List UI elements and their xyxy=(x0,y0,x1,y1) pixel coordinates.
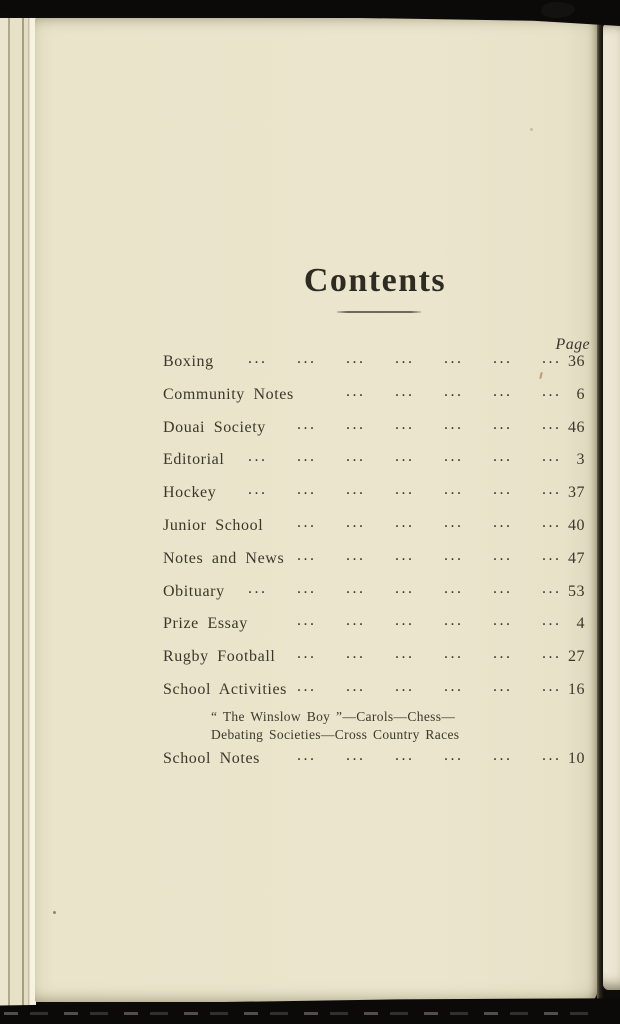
dot-leader: ... xyxy=(346,579,366,597)
toc-row xyxy=(35,645,597,668)
dot-leader: ... xyxy=(395,448,415,466)
dot-leader: ... xyxy=(444,546,464,564)
dot-leader: ... xyxy=(493,448,513,466)
toc-sub-note-line: “ The Winslow Boy ”—Carols—Chess— xyxy=(211,709,456,724)
scan-streak xyxy=(4,1012,604,1015)
dot-leader: ... xyxy=(395,645,415,663)
toc-entry-label: Obituary xyxy=(163,582,225,600)
dot-leader: ... xyxy=(395,579,415,597)
dot-leader: ... xyxy=(395,514,415,531)
scan-speck xyxy=(530,128,533,131)
toc-page-number: 53 xyxy=(568,582,585,600)
dot-leader: ... xyxy=(493,350,513,367)
dot-leader: ... xyxy=(248,579,268,597)
dot-leader: ... xyxy=(444,514,464,531)
dot-leader: ... xyxy=(297,678,317,695)
toc-entry-label: School Activities xyxy=(163,681,287,698)
toc-page-number: 4 xyxy=(576,615,585,633)
dot-leader: ... xyxy=(444,612,464,630)
dot-leader: ... xyxy=(297,448,317,466)
dot-leader: ... xyxy=(395,678,415,695)
dot-leader: ... xyxy=(493,546,513,564)
dot-leader: ... xyxy=(297,747,317,764)
dot-leader: ... xyxy=(542,546,562,564)
dot-leader: ... xyxy=(444,579,464,597)
dot-leader: ... xyxy=(542,448,562,466)
page-title: Contents xyxy=(303,261,447,299)
dot-leader: ... xyxy=(395,747,415,764)
dot-leader: ... xyxy=(444,645,464,663)
dot-leader: ... xyxy=(542,612,562,630)
dot-leader: ... xyxy=(346,645,366,663)
toc-entry-label: Hockey xyxy=(163,484,217,502)
toc-page-number: 10 xyxy=(568,750,585,767)
toc-row xyxy=(35,448,597,471)
toc-row xyxy=(35,579,597,603)
toc-page-number: 37 xyxy=(568,484,585,502)
toc-page-number: 36 xyxy=(568,353,585,370)
dot-leader: ... xyxy=(542,415,562,433)
dot-leader: ... xyxy=(493,747,513,764)
dot-leader: ... xyxy=(444,415,464,433)
facing-page-edge xyxy=(603,24,620,990)
toc-page-number: 16 xyxy=(568,681,585,698)
dot-leader: ... xyxy=(542,747,562,764)
toc-row xyxy=(35,350,597,373)
toc-row xyxy=(35,747,597,770)
dot-leader: ... xyxy=(444,350,464,367)
toc-list xyxy=(35,18,597,1002)
dot-leader: ... xyxy=(444,747,464,764)
toc-entry-label: Rugby Football xyxy=(163,648,276,666)
dot-leader: ... xyxy=(493,579,513,597)
toc-row xyxy=(35,546,597,570)
dot-leader: ... xyxy=(297,612,317,630)
dot-leader: ... xyxy=(542,350,562,367)
dot-leader: ... xyxy=(297,415,317,433)
toc-entry-label: Prize Essay xyxy=(163,615,248,633)
dot-leader: ... xyxy=(346,382,366,400)
toc-entry-label: Notes and News xyxy=(163,549,285,567)
toc-page-number: 47 xyxy=(568,549,585,567)
dot-leader: ... xyxy=(542,382,562,400)
dot-leader: ... xyxy=(346,350,366,367)
dot-leader: ... xyxy=(248,448,268,466)
dot-leader: ... xyxy=(395,481,415,499)
toc-page-number: 3 xyxy=(576,451,585,469)
dot-leader: ... xyxy=(395,415,415,433)
toc-page-number: 27 xyxy=(568,648,585,666)
toc-row xyxy=(35,612,597,635)
toc-sub-note-line: Debating Societies—Cross Country Races xyxy=(211,727,460,742)
dot-leader: ... xyxy=(297,546,317,564)
dot-leader: ... xyxy=(493,645,513,663)
dot-leader: ... xyxy=(248,481,268,499)
dot-leader: ... xyxy=(493,415,513,433)
dot-leader: ... xyxy=(542,678,562,695)
dot-leader: ... xyxy=(346,481,366,499)
dot-leader: ... xyxy=(542,579,562,597)
toc-row xyxy=(35,415,597,439)
dot-leader: ... xyxy=(346,546,366,564)
dot-leader: ... xyxy=(297,645,317,663)
toc-entry-label: Community Notes xyxy=(163,385,294,403)
dot-leader: ... xyxy=(493,678,513,695)
book-page xyxy=(35,18,597,1002)
toc-entry-label: Junior School xyxy=(163,517,264,534)
dot-leader: ... xyxy=(444,481,464,499)
dot-leader: ... xyxy=(297,350,317,367)
dot-leader: ... xyxy=(444,678,464,695)
dot-leader: ... xyxy=(395,546,415,564)
page-column-header: Page xyxy=(555,336,590,353)
dot-leader: ... xyxy=(444,448,464,466)
dot-leader: ... xyxy=(297,579,317,597)
dot-leader: ... xyxy=(297,514,317,531)
dot-leader: ... xyxy=(346,514,366,531)
dot-leader: ... xyxy=(493,382,513,400)
toc-row xyxy=(35,481,597,504)
toc-entry-label: Douai Society xyxy=(163,418,266,436)
dot-leader: ... xyxy=(346,415,366,433)
dot-leader: ... xyxy=(248,350,268,367)
dot-leader: ... xyxy=(346,747,366,764)
toc-entry-label: Boxing xyxy=(163,353,214,370)
dot-leader: ... xyxy=(493,612,513,630)
dot-leader: ... xyxy=(395,612,415,630)
dot-leader: ... xyxy=(542,645,562,663)
dot-leader: ... xyxy=(493,514,513,531)
dot-leader: ... xyxy=(493,481,513,499)
dot-leader: ... xyxy=(444,382,464,400)
toc-page-number: 46 xyxy=(568,418,585,436)
toc-entry-label: School Notes xyxy=(163,750,260,767)
toc-row xyxy=(35,382,597,406)
toc-entry-label: Editorial xyxy=(163,451,225,469)
dot-leader: ... xyxy=(346,448,366,466)
dot-leader: ... xyxy=(346,612,366,630)
toc-page-number: 6 xyxy=(576,385,585,403)
dot-leader: ... xyxy=(395,382,415,400)
dot-leader: ... xyxy=(542,514,562,531)
dot-leader: ... xyxy=(297,481,317,499)
dot-leader: ... xyxy=(346,678,366,695)
toc-row xyxy=(35,678,597,701)
toc-row xyxy=(35,514,597,537)
dot-leader: ... xyxy=(542,481,562,499)
scan-speck xyxy=(53,911,56,914)
toc-page-number: 40 xyxy=(568,517,585,534)
dot-leader: ... xyxy=(395,350,415,367)
page-edges-left xyxy=(0,18,36,1006)
